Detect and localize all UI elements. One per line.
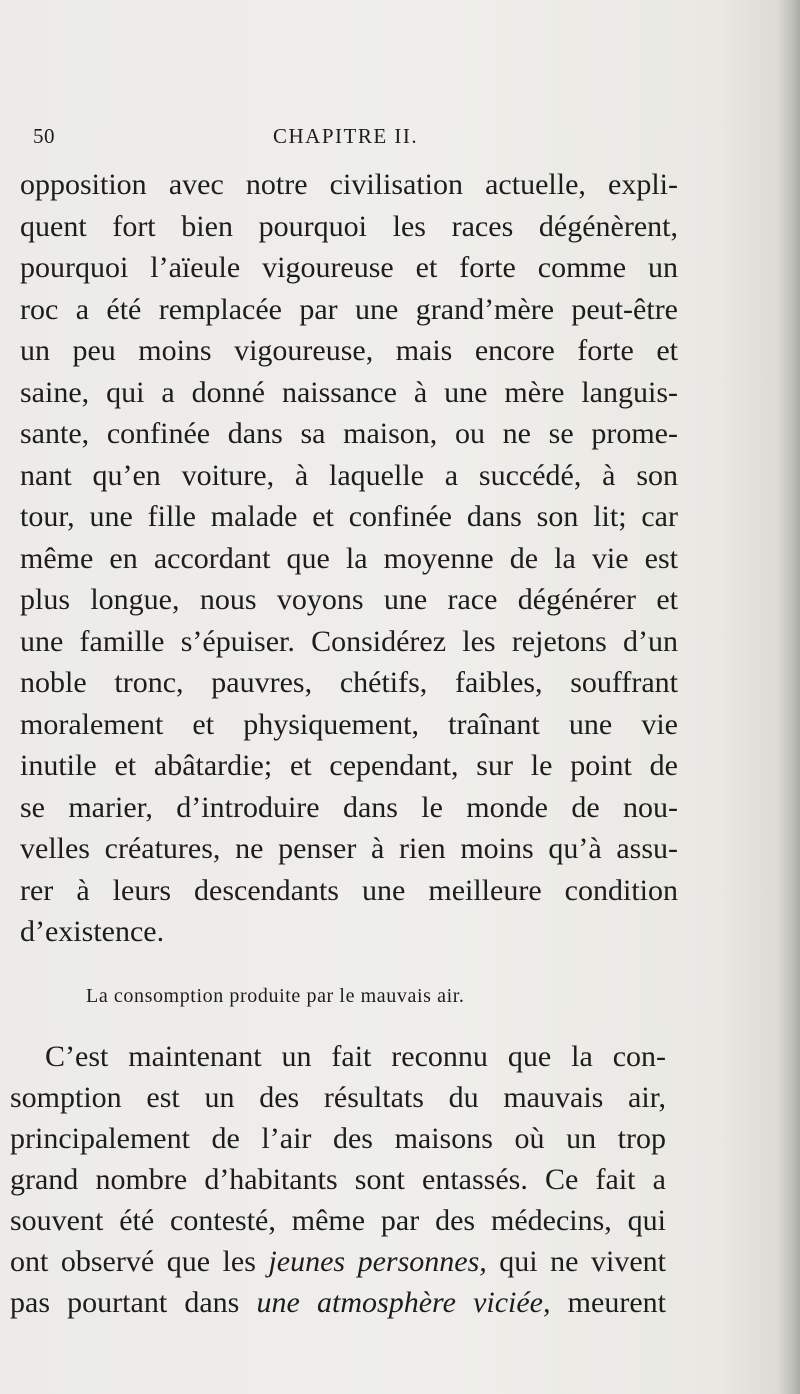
text-line: une famille s’épuiser. Considérez les rejetons d’un [20,624,678,658]
text-line: rer à leurs descendants une meilleure condition [20,873,678,907]
italic-text: jeunes personnes, [268,1245,487,1278]
text-line: d’existence. [20,915,165,948]
text-line [10,1245,666,1279]
text-line: plus longue, nous voyons une race dégénérer et [20,583,678,616]
text-run: qui ne vivent [486,1245,667,1278]
chapter-title: CHAPITRE II. [273,124,419,148]
text-line: roc a été remplacée par une grand’mère peut-être [20,292,678,326]
text-line: souvent été contesté, même par des médecins, qui [10,1204,666,1237]
text-line: inutile et abâtardie; et cependant, sur le point de [20,749,678,782]
text-line: grand nombre d’habitants sont entassés. Ce fait a [10,1163,666,1196]
page-number: 50 [33,124,55,148]
text-line: velles créatures, ne penser à rien moins qu’à assu- [20,832,678,865]
text-line: tour, une fille malade et confinée dans son lit; car [20,500,678,533]
text-line: un peu moins vigoureuse, mais encore forte et [20,334,678,367]
text-line: pourquoi l’aïeule vigoureuse et forte comme un [20,251,678,284]
running-head [33,124,713,154]
text-line: quent fort bien pourquoi les races dégénèrent, [20,209,678,243]
text-run: meurent [550,1286,666,1319]
text-line: noble tronc, pauvres, chétifs, faibles, souffrant [20,666,678,699]
text-line: opposition avec notre civilisation actuelle, expli- [20,168,678,201]
page-gutter-shadow [778,0,800,1394]
text-line: saine, qui a donné naissance à une mère languis- [20,375,678,409]
text-run: pas pourtant dans [10,1286,257,1319]
text-line [10,1286,666,1320]
text-line: sante, confinée dans sa maison, ou ne se prome- [20,417,678,450]
text-line: moralement et physiquement, traînant une vie [20,707,678,741]
text-line: même en accordant que la moyenne de la vie est [20,541,678,575]
text-line: principalement de l’air des maisons où un trop [10,1122,666,1155]
italic-text: une atmosphère viciée, [256,1286,551,1319]
text-line: C’est maintenant un fait reconnu que la con- [45,1040,666,1073]
text-line: nant qu’en voiture, à laquelle a succédé, à son [20,458,678,492]
text-run: ont observé que les [10,1245,269,1278]
text-line: se marier, d’introduire dans le monde de nou- [20,790,678,824]
text-line: somption est un des résultats du mauvais air, [10,1081,666,1114]
section-heading: La consomption produite par le mauvais air. [86,985,465,1007]
